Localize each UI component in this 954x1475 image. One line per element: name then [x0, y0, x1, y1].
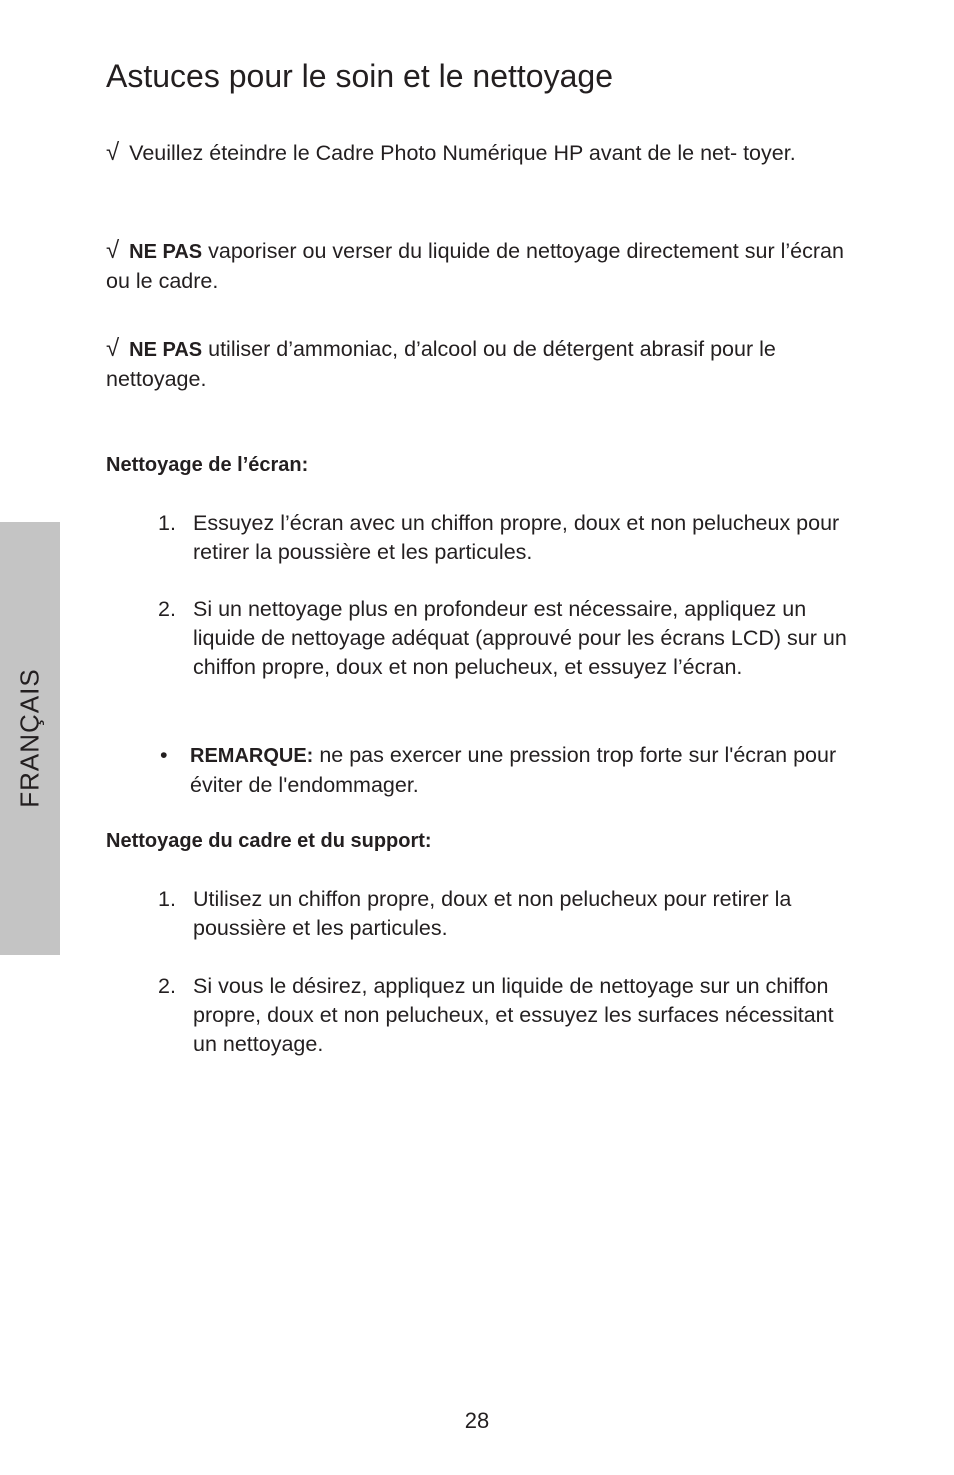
list-item [158, 972, 858, 1059]
screen-cleaning-heading: Nettoyage de l’écran: [106, 454, 309, 476]
note-item [160, 741, 850, 800]
check-icon: √ [106, 139, 120, 166]
page-number: 28 [464, 1408, 490, 1433]
bullet-icon: • [160, 743, 168, 767]
list-text: Utilisez un chiffon propre, doux et non pelucheux pour retirer la poussière et les particules. [193, 887, 792, 940]
list-number: 1. [158, 887, 176, 911]
tip-item [106, 138, 851, 168]
list-text: Essuyez l’écran avec un chiffon propre, doux et non pelucheux pour retirer la poussière et les particules. [193, 511, 840, 564]
note-text [190, 741, 850, 800]
tip-warning-label: NE PAS [129, 339, 203, 361]
tip-text: vaporiser ou verser du liquide de nettoyage directement sur l’écran ou le cadre. [106, 239, 844, 293]
tip-text: Veuillez éteindre le Cadre Photo Numérique HP avant de le net- toyer. [129, 141, 796, 165]
list-text: Si un nettoyage plus en profondeur est nécessaire, appliquez un liquide de nettoyage adéquat (approuvé pour les écrans LCD) sur un chiffon propre, doux et non pelucheux, et essuyez l’écran. [193, 597, 847, 679]
note-body: ne pas exercer une pression trop forte sur l'écran pour éviter de l'endommager. [190, 743, 837, 797]
list-text: Si vous le désirez, appliquez un liquide de nettoyage sur un chiffon propre, doux et non pelucheux, et essuyez les surfaces nécessitant un nettoyage. [193, 974, 834, 1056]
frame-cleaning-heading: Nettoyage du cadre et du support: [106, 830, 432, 852]
language-tab-label: FRANÇAIS [14, 668, 45, 808]
list-item [158, 509, 858, 567]
list-item [158, 595, 858, 682]
note-label: REMARQUE: [190, 745, 314, 767]
list-number: 1. [158, 511, 176, 535]
tip-text: utiliser d’ammoniac, d’alcool ou de détergent abrasif pour le nettoyage. [106, 337, 776, 391]
tip-item [106, 236, 851, 296]
check-icon: √ [106, 237, 120, 264]
tip-warning-label: NE PAS [129, 241, 203, 263]
list-number: 2. [158, 597, 176, 621]
page-title: Astuces pour le soin et le nettoyage [106, 58, 613, 94]
tip-item [106, 334, 851, 394]
list-item [158, 885, 858, 943]
list-number: 2. [158, 974, 176, 998]
check-icon: √ [106, 335, 120, 362]
